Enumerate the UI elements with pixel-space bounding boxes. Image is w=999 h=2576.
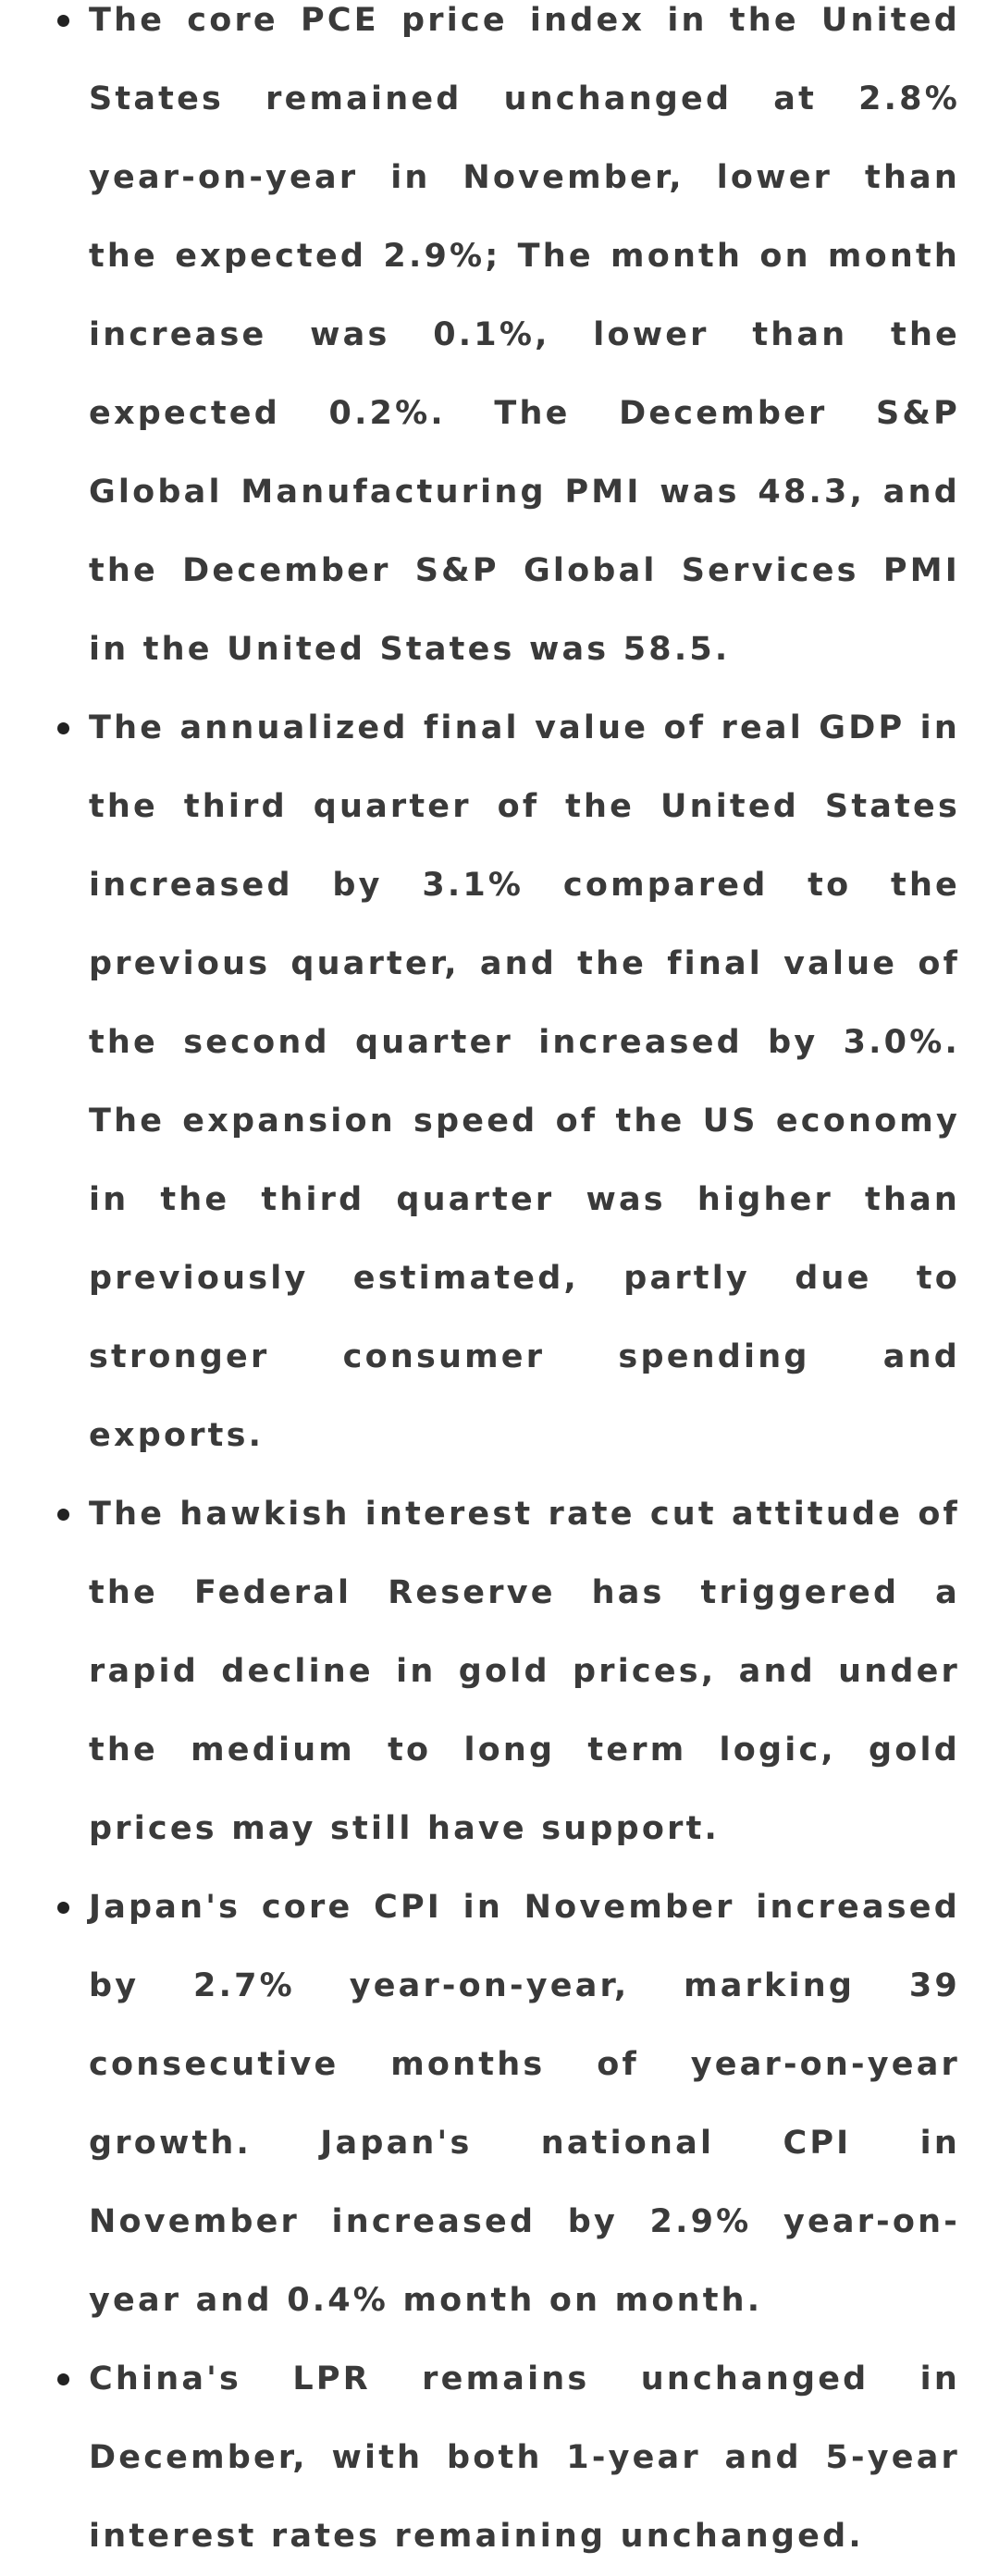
bullet-dot-icon bbox=[57, 722, 69, 734]
list-item-text: The annualized final value of real GDP in the third quarter of the United States increased by 3.1% compared to the previous quarter, and the final value of the second quarter increased by 3.0%. The expansion speed of the US economy in the third quarter was higher than previously estimated, partly due to stronger consumer spending and exports. bbox=[89, 709, 960, 1454]
list-item-text: The hawkish interest rate cut attitude of the Federal Reserve has triggered a rapid decline in gold prices, and under the medium to long term logic, gold prices may still have support. bbox=[89, 1496, 960, 1847]
list-item-text: China's LPR remains unchanged in December, with both 1-year and 5-year interest rates remaining unchanged. bbox=[89, 2360, 960, 2555]
bullet-dot-icon bbox=[57, 1509, 69, 1521]
list-item-text: The core PCE price index in the United States remained unchanged at 2.8% year-on-year in November, lower than the expected 2.9%; The month on month increase was 0.1%, lower than the expected 0.2%. The December S&P Global Manufacturing PMI was 48.3, and the December S&P Global Services PMI in the United States was 58.5. bbox=[89, 2, 960, 668]
list-item-gdp bbox=[57, 689, 960, 1475]
list-item-gold bbox=[57, 1475, 960, 1868]
bullet-dot-icon bbox=[57, 1902, 69, 1914]
bullet-dot-icon bbox=[57, 2373, 69, 2385]
list-item-text: Japan's core CPI in November increased by 2.7% year-on-year, marking 39 consecutive months of year-on-year growth. Japan's national CPI in November increased by 2.9% year-on-year and 0.4% month on month. bbox=[89, 1889, 960, 2319]
list-item-china-lpr bbox=[57, 2340, 960, 2576]
bullet-dot-icon bbox=[57, 15, 69, 27]
list-item-japan-cpi bbox=[57, 1868, 960, 2340]
bullet-list bbox=[57, 0, 960, 2576]
list-item-pce bbox=[57, 0, 960, 689]
